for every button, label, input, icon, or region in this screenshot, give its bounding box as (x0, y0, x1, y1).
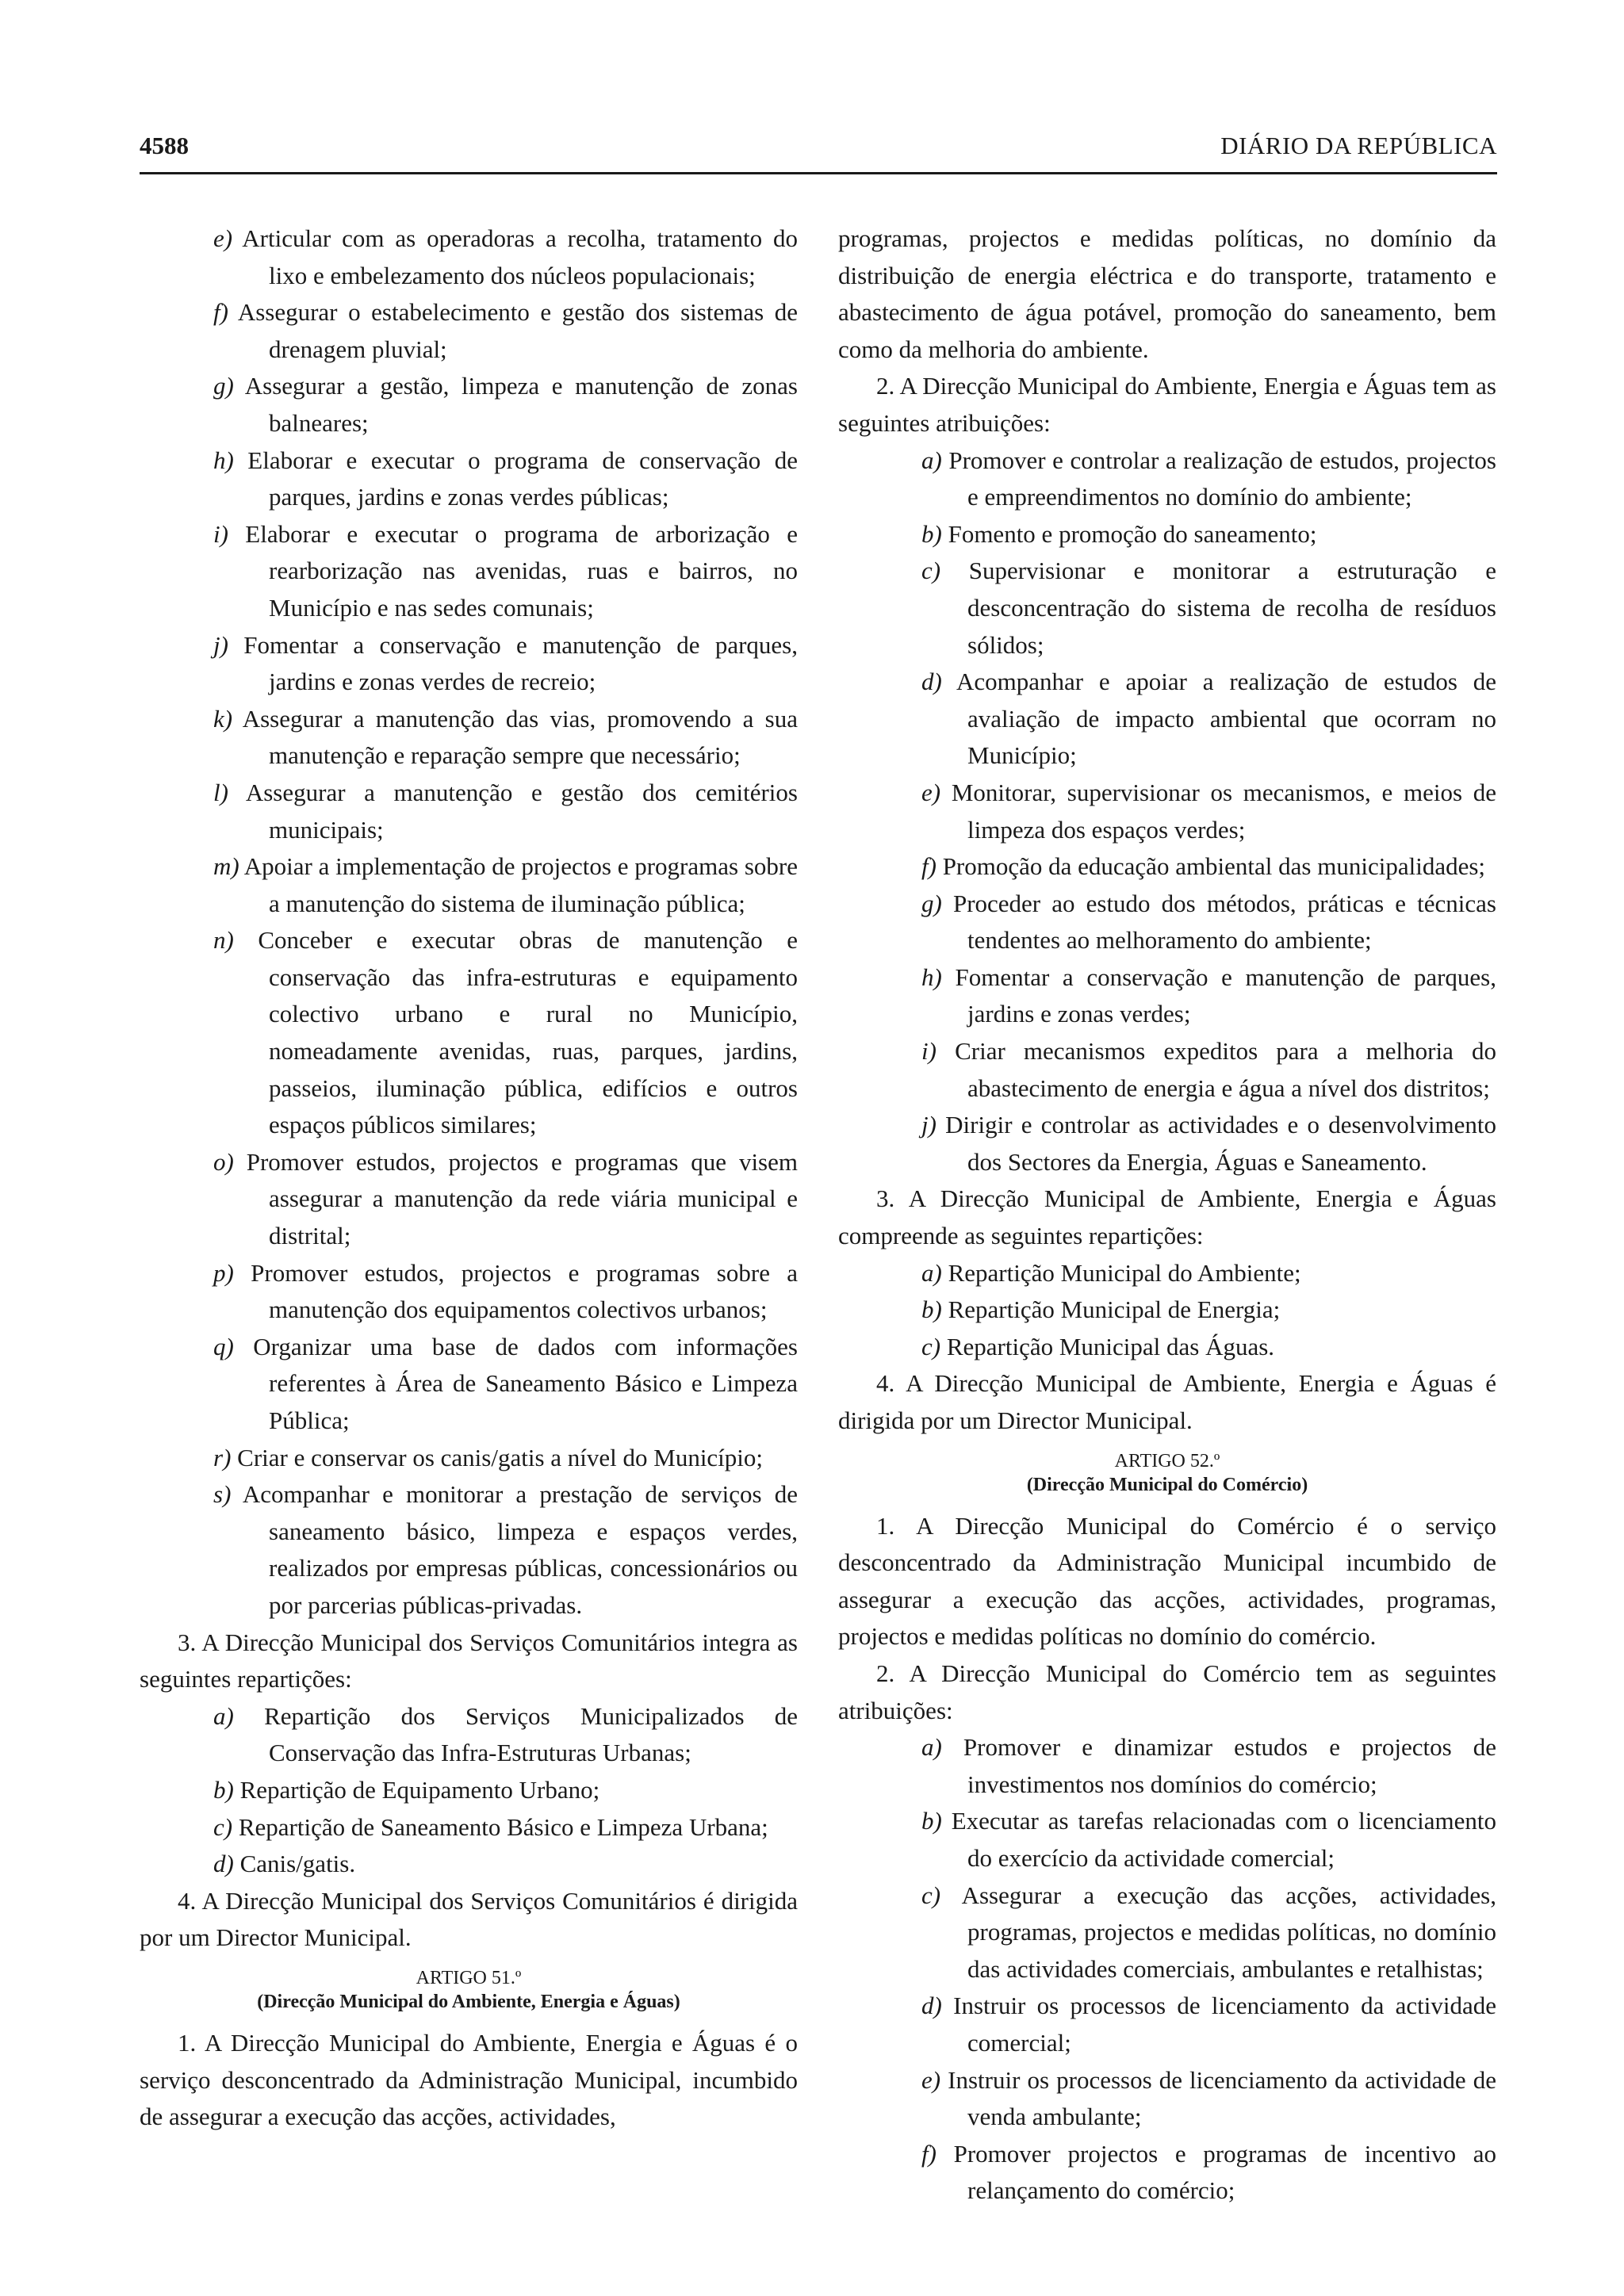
list-item (838, 1877, 1496, 1988)
list-item-label: q) (213, 1332, 234, 1360)
list-item-text: Elaborar e executar o programa de conservação de parques, jardins e zonas verdes públicas; (247, 446, 798, 511)
list-item-label: j) (213, 630, 228, 659)
list-item-label: a) (921, 1733, 942, 1762)
list-item (838, 442, 1496, 516)
list-item-label: a) (921, 1258, 942, 1287)
article-51-paragraph-1: 1. A Direcção Municipal do Ambiente, Energia e Águas é o serviço desconcentrado da Administração Municipal, incumbido de assegurar a execução das acções, actividades, (140, 2028, 798, 2131)
list-item-text: Assegurar a manutenção e gestão dos cemitérios municipais; (245, 778, 798, 844)
article-52-number: ARTIGO 52.º (1114, 1450, 1220, 1471)
journal-name: DIÁRIO DA REPÚBLICA (1220, 132, 1497, 159)
list-item-label: c) (921, 1881, 941, 1909)
article-52-paragraph-1: 1. A Direcção Municipal do Comércio é o serviço desconcentrado da Administração Municipal incumbido de assegurar a execução das acções, actividades, programas, projectos e medidas políticas no domínio do comércio. (838, 1511, 1496, 1651)
right-paragraph-3: 3. A Direcção Municipal de Ambiente, Energia e Águas compreende as seguintes repartições: (838, 1184, 1496, 1250)
list-item-label: b) (921, 519, 942, 548)
list-item-text: Repartição Municipal das Águas. (946, 1332, 1275, 1360)
left-paragraph-3: 3. A Direcção Municipal dos Serviços Comunitários integra as seguintes repartições: (140, 1628, 798, 1693)
list-item-label: f) (213, 298, 228, 327)
list-item-label: s) (213, 1480, 232, 1509)
list-item-text: Organizar uma base de dados com informações referentes à Área de Saneamento Básico e Limpeza Pública; (253, 1332, 798, 1434)
list-item-label: f) (921, 2139, 936, 2168)
list-item-label: a) (213, 1701, 234, 1730)
list-item-label: e) (921, 778, 941, 806)
list-item (838, 886, 1496, 959)
list-item-label: e) (921, 2065, 941, 2094)
list-item (140, 1809, 798, 1846)
article-51-title: (Direcção Municipal do Ambiente, Energia e Águas) (257, 1991, 680, 2012)
list-item-label: g) (921, 889, 942, 917)
list-item-text: Acompanhar e monitorar a prestação de serviços de saneamento básico, limpeza e espaços verdes, realizados por empresas públicas, concessionários ou por parcerias públicas-privadas. (242, 1480, 798, 1619)
left-items-top (140, 220, 798, 1624)
list-item-text: Canis/gatis. (239, 1850, 356, 1878)
list-item-text: Elaborar e executar o programa de arborização e rearborização nas avenidas, ruas e bairros, no Município e nas sedes comunais; (245, 519, 798, 622)
list-item-text: Criar e conservar os canis/gatis a nível do Município; (237, 1443, 764, 1471)
right-paragraph-2: 2. A Direcção Municipal do Ambiente, Energia e Águas tem as seguintes atribuições: (838, 372, 1496, 437)
list-item-text: Repartição de Equipamento Urbano; (239, 1775, 600, 1804)
list-item-text: Promoção da educação ambiental das municipalidades; (942, 852, 1486, 881)
list-item (140, 368, 798, 442)
page-number: 4588 (140, 132, 189, 159)
list-item (140, 627, 798, 701)
list-item-label: a) (921, 446, 942, 474)
right-items-2 (838, 442, 1496, 1181)
list-item-label: c) (921, 1332, 941, 1360)
list-item-label: d) (921, 1992, 942, 2020)
list-item (838, 1255, 1496, 1292)
list-item (838, 1803, 1496, 1877)
list-item (140, 1476, 798, 1624)
list-item-label: n) (213, 926, 234, 955)
list-item-text: Promover projectos e programas de incentivo ao relançamento do comércio; (953, 2139, 1496, 2205)
header-rule (140, 172, 1497, 174)
list-item-label: r) (213, 1443, 232, 1471)
list-item-label: e) (213, 224, 233, 252)
list-item-text: Repartição Municipal do Ambiente; (948, 1258, 1301, 1287)
article-52-heading (838, 1449, 1496, 1497)
list-item-text: Instruir os processos de licenciamento da actividade comercial; (953, 1992, 1496, 2057)
list-item (838, 516, 1496, 553)
list-item (838, 848, 1496, 886)
list-item-text: Monitorar, supervisionar os mecanismos, e meios de limpeza dos espaços verdes; (951, 778, 1497, 844)
list-item (140, 516, 798, 627)
article-51-heading (140, 1966, 798, 2014)
list-item (140, 1144, 798, 1255)
article-52-title: (Direcção Municipal do Comércio) (1026, 1474, 1308, 1495)
list-item-text: Promover e controlar a realização de estudos, projectos e empreendimentos no domínio do ambiente; (948, 446, 1496, 511)
list-item (140, 442, 798, 516)
right-paragraph-4: 4. A Direcção Municipal de Ambiente, Energia e Águas é dirigida por um Director Municipal. (838, 1369, 1496, 1434)
list-item-label: m) (213, 852, 239, 881)
list-item-text: Assegurar o estabelecimento e gestão dos sistemas de drenagem pluvial; (237, 298, 798, 363)
left-items-3 (140, 1698, 798, 1883)
list-item-label: o) (213, 1147, 234, 1176)
list-item-label: l) (213, 778, 228, 806)
list-item (838, 2136, 1496, 2210)
list-item-label: f) (921, 852, 936, 881)
right-items-3 (838, 1255, 1496, 1366)
list-item (838, 1107, 1496, 1181)
list-item (140, 1772, 798, 1809)
list-item (140, 1255, 798, 1329)
list-item-label: b) (213, 1775, 234, 1804)
list-item-text: Fomentar a conservação e manutenção de parques, jardins e zonas verdes de recreio; (243, 630, 798, 696)
list-item-text: Acompanhar e apoiar a realização de estudos de avaliação de impacto ambiental que ocorram no Município; (956, 668, 1496, 770)
list-item (838, 1329, 1496, 1366)
list-item-label: h) (921, 962, 942, 991)
list-item (140, 1440, 798, 1477)
list-item-label: d) (921, 668, 942, 696)
list-item (838, 959, 1496, 1033)
list-item-text: Repartição de Saneamento Básico e Limpeza Urbana; (238, 1812, 768, 1841)
list-item (838, 775, 1496, 848)
list-item (140, 775, 798, 848)
left-column (140, 220, 798, 2136)
list-item-text: Proceder ao estudo dos métodos, práticas e técnicas tendentes ao melhoramento do ambiente; (952, 889, 1497, 955)
list-item (140, 922, 798, 1144)
list-item (140, 294, 798, 368)
list-item-label: k) (213, 704, 233, 733)
list-item-text: Fomentar a conservação e manutenção de parques, jardins e zonas verdes; (955, 962, 1496, 1028)
list-item (838, 2062, 1496, 2136)
list-item-label: i) (921, 1037, 936, 1066)
right-continuation: programas, projectos e medidas políticas, no domínio da distribuição de energia eléctrica e do transporte, tratamento e abastecimento de água potável, promoção do saneamento, bem como da melhoria do ambiente. (838, 224, 1496, 363)
list-item-label: g) (213, 372, 234, 400)
list-item-label: b) (921, 1807, 942, 1835)
list-item (140, 1698, 798, 1772)
list-item (140, 220, 798, 294)
list-item (838, 1988, 1496, 2061)
list-item-label: p) (213, 1258, 234, 1287)
list-item (838, 1729, 1496, 1803)
right-column (838, 220, 1496, 2210)
list-item (838, 664, 1496, 775)
list-item-text: Repartição Municipal de Energia; (948, 1295, 1281, 1324)
list-item (140, 1846, 798, 1883)
list-item-text: Apoiar a implementação de projectos e programas sobre a manutenção do sistema de iluminação pública; (243, 852, 798, 917)
list-item-label: h) (213, 446, 234, 474)
article-52-paragraph-2: 2. A Direcção Municipal do Comércio tem as seguintes atribuições: (838, 1659, 1496, 1724)
list-item-label: b) (921, 1295, 942, 1324)
list-item (838, 1033, 1496, 1107)
list-item-text: Conceber e executar obras de manutenção e conservação das infra-estruturas e equipamento colectivo urbano e rural no Município, nomeadamente avenidas, ruas, parques, jardins, passeios, iluminação pública, edifícios e outros espaços públicos similares; (258, 926, 798, 1139)
list-item-text: Instruir os processos de licenciamento da actividade de venda ambulante; (948, 2065, 1497, 2131)
list-item-text: Assegurar a execução das acções, actividades, programas, projectos e medidas políticas, no domínio das actividades comerciais, ambulantes e retalhistas; (961, 1881, 1496, 1983)
list-item-text: Executar as tarefas relacionadas com o licenciamento do exercício da actividade comercial; (951, 1807, 1497, 1872)
list-item-text: Promover e dinamizar estudos e projectos de investimentos nos domínios do comércio; (963, 1733, 1497, 1798)
list-item-text: Repartição dos Serviços Municipalizados de Conservação das Infra-Estruturas Urbanas; (264, 1701, 799, 1767)
list-item-text: Fomento e promoção do saneamento; (948, 519, 1317, 548)
list-item (140, 1329, 798, 1440)
list-item-text: Promover estudos, projectos e programas que visem assegurar a manutenção da rede viária municipal e distrital; (246, 1147, 798, 1250)
list-item (838, 553, 1496, 664)
list-item-label: c) (213, 1812, 233, 1841)
list-item (140, 701, 798, 775)
list-item-text: Articular com as operadoras a recolha, tratamento do lixo e embelezamento dos núcleos populacionais; (242, 224, 798, 289)
article-52-items (838, 1729, 1496, 2210)
list-item-label: i) (213, 519, 228, 548)
list-item-text: Assegurar a manutenção das vias, promovendo a sua manutenção e reparação sempre que necessário; (242, 704, 798, 770)
article-51-number: ARTIGO 51.º (416, 1967, 522, 1988)
list-item-text: Criar mecanismos expeditos para a melhoria do abastecimento de energia e água a nível dos distritos; (955, 1037, 1497, 1102)
list-item (838, 1292, 1496, 1329)
list-item-text: Promover estudos, projectos e programas sobre a manutenção dos equipamentos colectivos urbanos; (251, 1258, 799, 1324)
list-item-text: Assegurar a gestão, limpeza e manutenção de zonas balneares; (244, 372, 798, 437)
list-item-label: c) (921, 557, 941, 585)
list-item-label: j) (921, 1111, 936, 1139)
list-item-label: d) (213, 1850, 234, 1878)
left-paragraph-4: 4. A Direcção Municipal dos Serviços Comunitários é dirigida por um Director Municipal. (140, 1886, 798, 1952)
list-item-text: Supervisionar e monitorar a estruturação e desconcentração do sistema de recolha de resíduos sólidos; (967, 557, 1496, 659)
list-item-text: Dirigir e controlar as actividades e o desenvolvimento dos Sectores da Energia, Águas e Saneamento. (945, 1111, 1496, 1176)
list-item (140, 848, 798, 922)
